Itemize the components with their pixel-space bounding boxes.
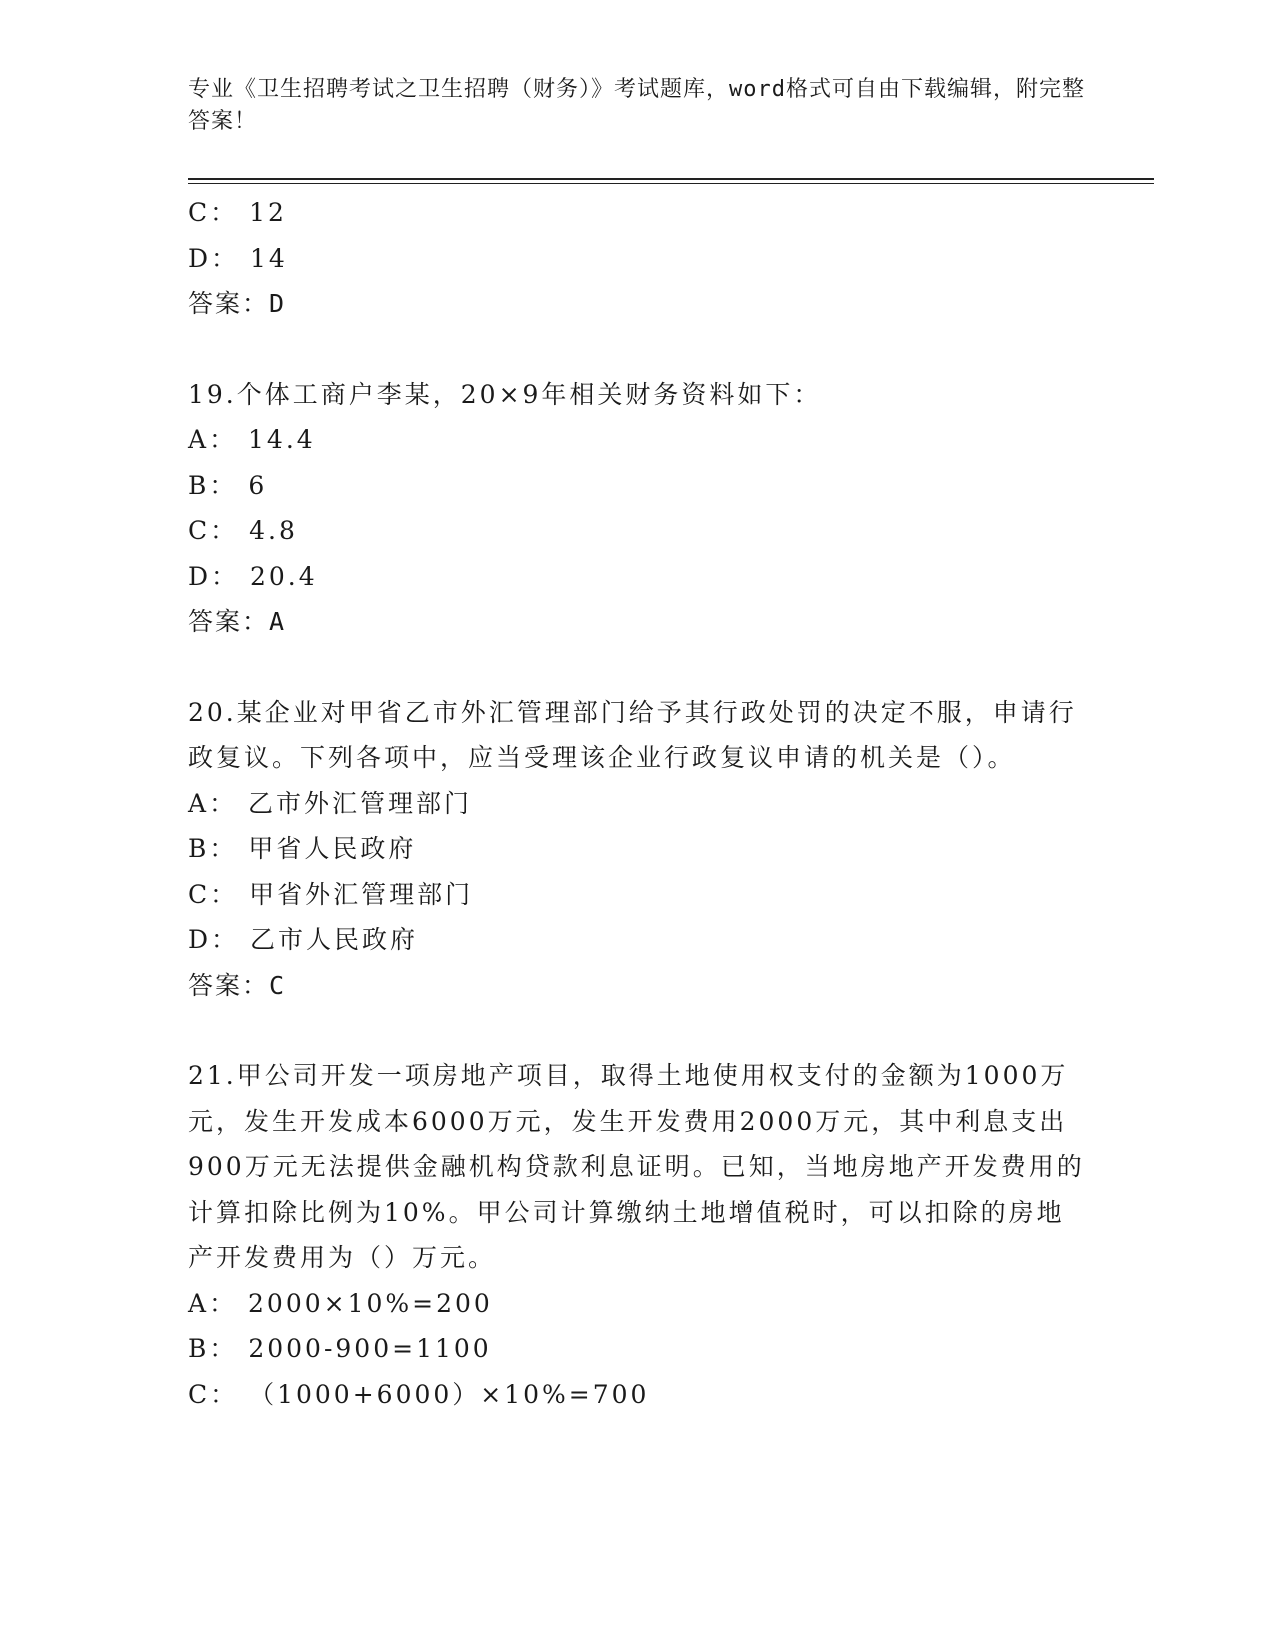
option-d: D： 20.4 <box>188 561 318 591</box>
answer-line <box>188 281 1088 327</box>
document-body <box>188 190 1088 1417</box>
option-c: C： 甲省外汇管理部门 <box>188 879 474 909</box>
option-a: A： 乙市外汇管理部门 <box>188 788 473 818</box>
option-d: D： 乙市人民政府 <box>188 925 419 954</box>
answer-value: A <box>269 607 287 636</box>
header-divider <box>188 178 1154 180</box>
question-text: 21.甲公司开发一项房地产项目，取得土地使用权支付的金额为1000万元，发生开发成本6000万元，发生开发费用2000万元，其中利息支出900万元无法提供金融机构贷款利息证明。已知，当地房地产开发费用的计算扣除比例为10%。甲公司计算缴纳土地增值税时，可以扣除的房地产开发费用为（）万元。 <box>188 1061 1085 1272</box>
answer-label: 答案： <box>188 289 270 318</box>
continued-question <box>188 190 1088 327</box>
question-21 <box>188 1053 1088 1417</box>
option-a: A： 14.4 <box>188 425 316 454</box>
answer-line <box>188 963 1088 1009</box>
answer-label: 答案： <box>188 970 270 1000</box>
page-header <box>188 74 1088 138</box>
answer-line <box>188 599 1088 645</box>
option-d: D： 14 <box>188 243 288 273</box>
question-19 <box>188 372 1088 645</box>
question-text: 20.某企业对甲省乙市外汇管理部门给予其行政处罚的决定不服，申请行政复议。下列各项中，应当受理该企业行政复议申请的机关是（）。 <box>188 697 1077 772</box>
question-text: 19.个体工商户李某，20×9年相关财务资料如下： <box>188 379 822 409</box>
option-b: B： 甲省人民政府 <box>188 834 417 863</box>
answer-label: 答案： <box>188 607 270 636</box>
answer-value: C <box>269 970 287 1000</box>
option-c: C： 12 <box>188 198 287 227</box>
header-divider-thin <box>188 183 1154 184</box>
header-text: 专业《卫生招聘考试之卫生招聘（财务）》考试题库，word格式可自由下载编辑，附完整答案！ <box>188 77 1085 134</box>
option-c: C： （1000+6000）×10%=700 <box>188 1379 650 1409</box>
question-20 <box>188 690 1088 1009</box>
option-b: B： 6 <box>188 470 268 500</box>
option-c: C： 4.8 <box>188 516 298 545</box>
option-b: B： 2000-900=1100 <box>188 1334 492 1363</box>
answer-value: D <box>269 289 287 318</box>
option-a: A： 2000×10%=200 <box>188 1288 493 1318</box>
